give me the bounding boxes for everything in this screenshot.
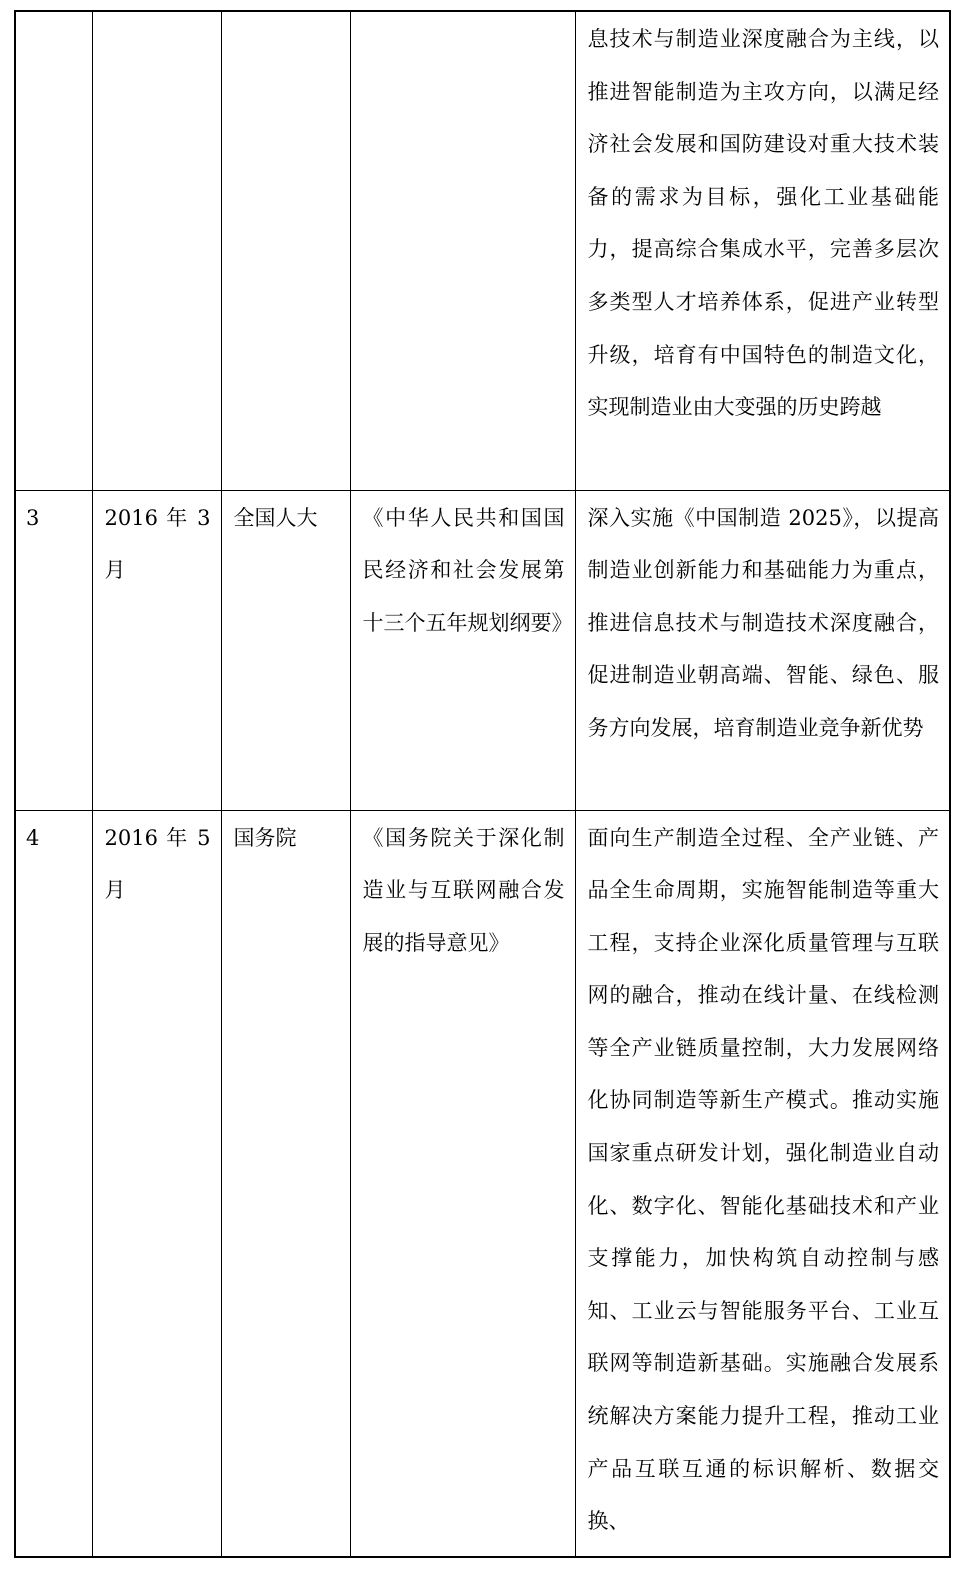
document-name-cell: 《国务院关于深化制造业与互联网融合发展的指导意见》: [350, 810, 575, 1556]
table-row: [16, 810, 949, 1556]
row-number-cell: [16, 12, 92, 490]
document-name-cell: [350, 12, 575, 490]
date-cell: 2016 年 5 月: [92, 810, 221, 1556]
row-number-cell: 4: [16, 810, 92, 1556]
date-cell: [92, 12, 221, 490]
policy-table: [16, 12, 949, 1557]
date-cell: 2016 年 3 月: [92, 490, 221, 810]
issuer-cell: 国务院: [221, 810, 350, 1556]
issuer-cell: 全国人大: [221, 490, 350, 810]
content-cell: 深入实施《中国制造 2025》，以提高制造业创新能力和基础能力为重点，推进信息技术与制造技术深度融合，促进制造业朝高端、智能、绿色、服务方向发展，培育制造业竞争新优势: [575, 490, 949, 810]
policy-table-page: [14, 10, 951, 1558]
table-row: [16, 490, 949, 810]
table-row: [16, 12, 949, 490]
row-number-cell: 3: [16, 490, 92, 810]
content-cell: 息技术与制造业深度融合为主线，以推进智能制造为主攻方向，以满足经济社会发展和国防建设对重大技术装备的需求为目标，强化工业基础能力，提高综合集成水平，完善多层次多类型人才培养体系，促进产业转型升级，培育有中国特色的制造文化，实现制造业由大变强的历史跨越: [575, 12, 949, 490]
document-name-cell: 《中华人民共和国国民经济和社会发展第十三个五年规划纲要》: [350, 490, 575, 810]
issuer-cell: [221, 12, 350, 490]
content-cell: 面向生产制造全过程、全产业链、产品全生命周期，实施智能制造等重大工程，支持企业深化质量管理与互联网的融合，推动在线计量、在线检测等全产业链质量控制，大力发展网络化协同制造等新生产模式。推动实施国家重点研发计划，强化制造业自动化、数字化、智能化基础技术和产业支撑能力，加快构筑自动控制与感知、工业云与智能服务平台、工业互联网等制造新基础。实施融合发展系统解决方案能力提升工程，推动工业产品互联互通的标识解析、数据交换、: [575, 810, 949, 1556]
